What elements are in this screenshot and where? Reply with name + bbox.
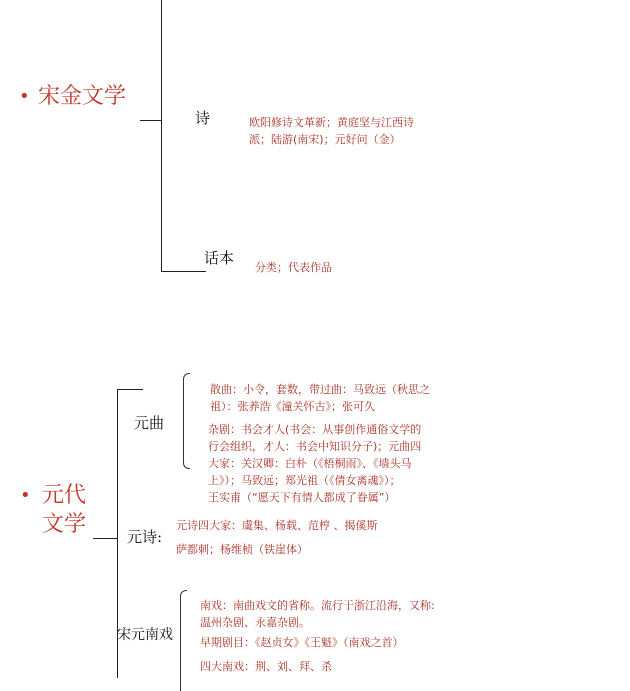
yuan-poetry-line-2: 萨都刺；杨维桢（铁崖体） xyxy=(176,543,308,556)
songjin-huaben-label: 话本 xyxy=(204,249,235,267)
sanqu-line-1: 散曲：小令，套数，带过曲：马致远（秋思之 xyxy=(210,383,430,396)
huaben-branch-line xyxy=(161,271,206,272)
songjin-bullet-icon: • xyxy=(19,86,30,107)
songjin-title: 宋金文学 xyxy=(38,84,127,109)
zaju-line-1: 杂剧：书会才人(书会：从事创作通俗文学的 xyxy=(208,423,422,436)
songjin-poetry-line-2: 派；陆游(南宋)；元好问（金） xyxy=(249,133,401,146)
yuanqu-label: 元曲 xyxy=(134,414,165,432)
sanqu-text xyxy=(210,381,430,415)
yuan-poetry-text xyxy=(176,517,378,558)
sanqu-line-2: 祖）：张养浩《潼关怀古》；张可久 xyxy=(210,400,375,413)
zaju-line-2: 行会组织，才人：书会中知识分子)；元曲四 xyxy=(208,440,422,453)
zaju-line-5: 王实甫（“愿天下有情人都成了眷属”） xyxy=(208,491,396,504)
yuan-main-branch xyxy=(93,538,118,539)
songjin-poetry-text xyxy=(249,114,414,148)
zaju-text xyxy=(208,421,421,506)
zaju-line-4: 上》）；马致远；郑光祖（《倩女离魂》）； xyxy=(208,474,401,487)
yuan-top-branch xyxy=(117,389,143,390)
yuan-title-line-2: 文学 xyxy=(42,512,87,537)
nanxi-brace xyxy=(180,590,187,691)
nanxi-text xyxy=(200,597,435,631)
nanxi-line-2: 温州杂剧、永嘉杂剧。 xyxy=(200,616,310,629)
yuan-bullet-icon: • xyxy=(20,485,31,506)
songjin-branch-line xyxy=(140,120,162,121)
songjin-poetry-line-1: 欧阳修诗文革新；黄庭坚与江西诗 xyxy=(249,116,414,129)
songjin-huaben-text: 分类；代表作品 xyxy=(255,261,332,274)
songjin-poetry-label: 诗 xyxy=(195,109,211,127)
nanxi-four-text: 四大南戏：荆、刘、拜、杀 xyxy=(200,660,332,673)
nanxi-early-text: 早期剧目：《赵贞女》《王魁》（南戏之首） xyxy=(200,636,404,649)
nanxi-label: 宋元南戏 xyxy=(117,627,173,643)
zaju-line-3: 大家：关汉卿：白朴（《梧桐雨》、《墙头马 xyxy=(208,457,412,470)
yuan-title-line-1: 元代 xyxy=(42,483,87,508)
yuan-poetry-label: 元诗: xyxy=(127,528,163,546)
yuanqu-brace xyxy=(183,373,190,469)
songjin-vertical-connector xyxy=(161,0,162,272)
yuan-poetry-line-1: 元诗四大家：虞集、杨载、范梈 、揭傒斯 xyxy=(176,519,378,532)
nanxi-line-1: 南戏：南曲戏文的省称。流行于浙江沿海，又称: xyxy=(200,599,435,612)
